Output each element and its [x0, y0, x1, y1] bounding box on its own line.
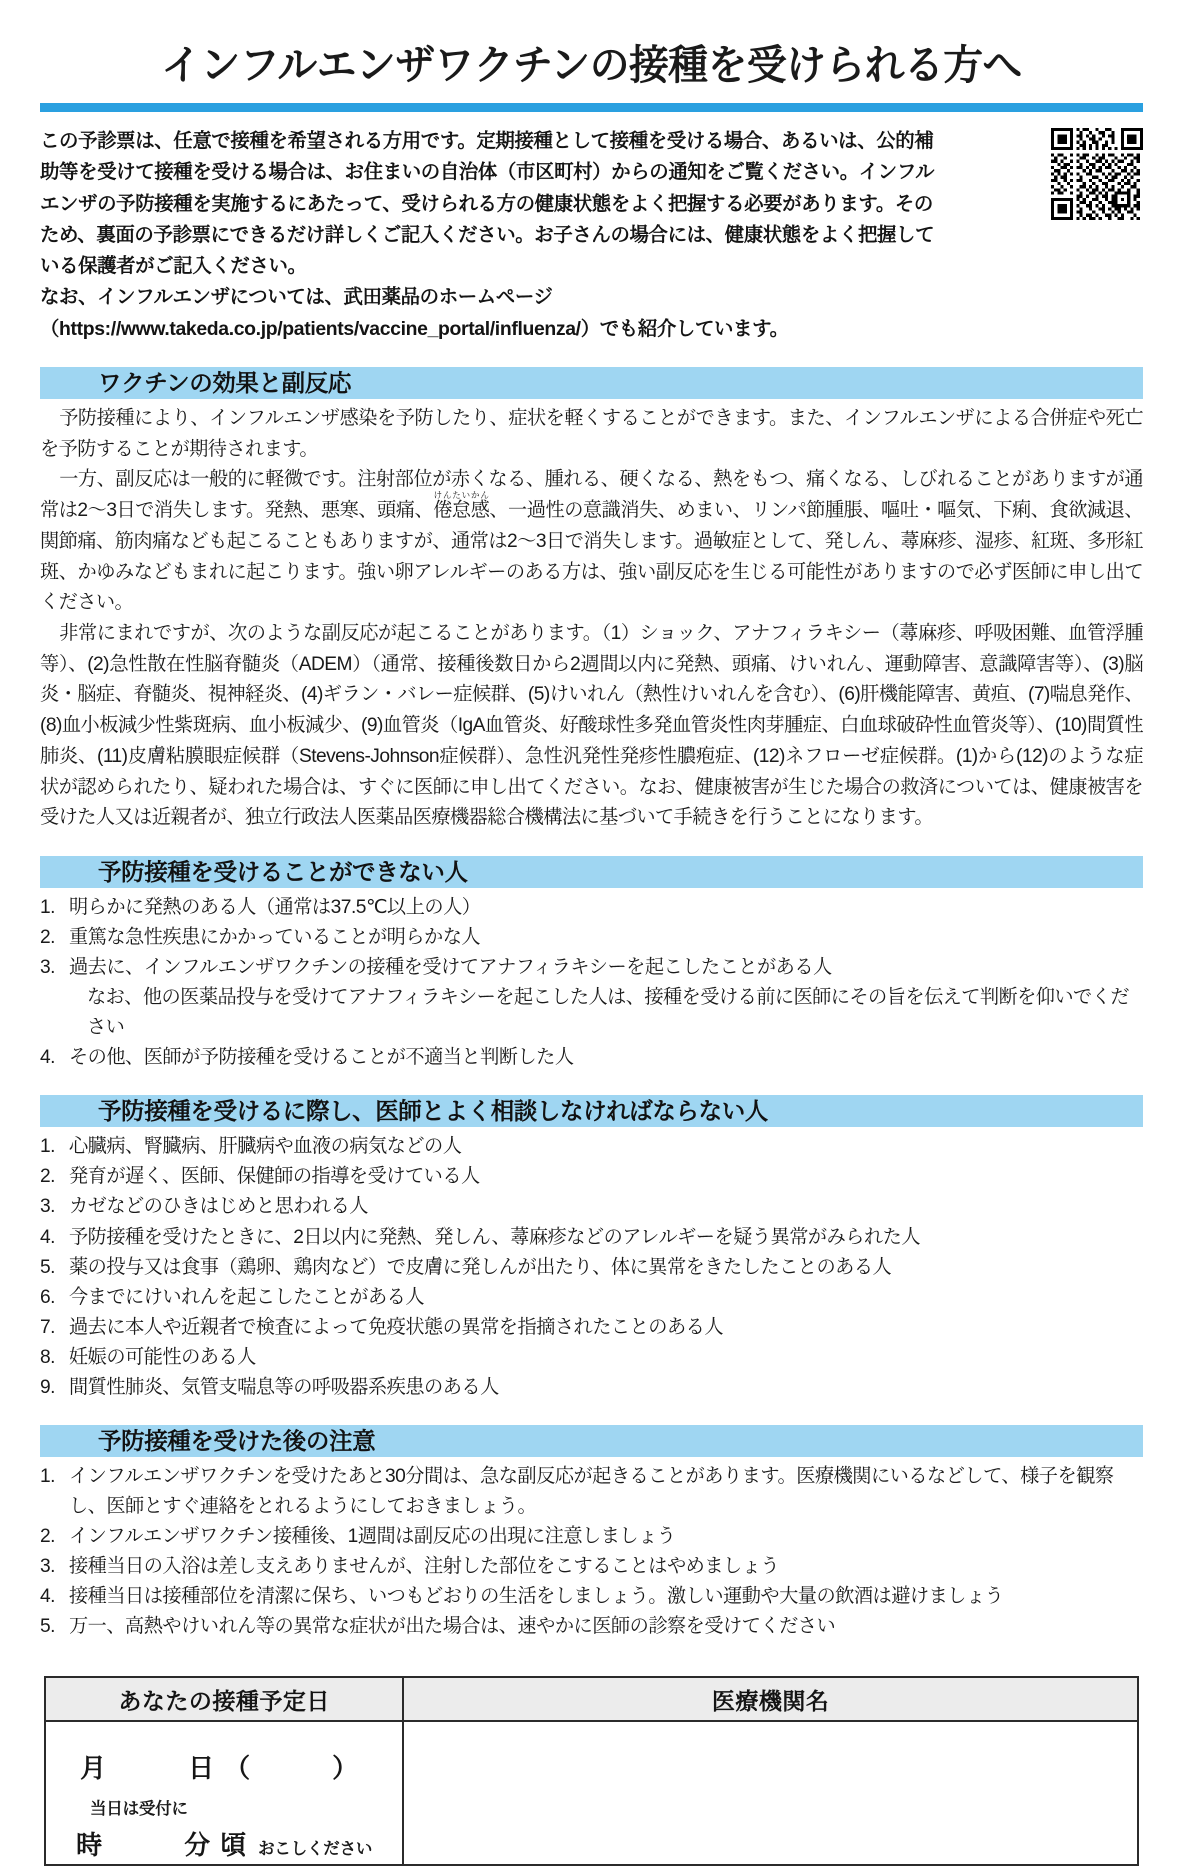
list-text: 万一、高熱やけいれん等の異常な症状が出た場合は、速やかに医師の診察を受けてください — [69, 1616, 836, 1638]
section-swatch — [40, 367, 98, 399]
list-item — [40, 953, 1143, 1043]
section-swatch — [40, 856, 98, 888]
title-block — [0, 0, 1183, 89]
list-number: 2. — [40, 1166, 56, 1188]
list-number: 1. — [40, 897, 56, 919]
list-text: 妊娠の可能性のある人 — [69, 1346, 256, 1368]
ruby-annotation: 倦怠感けんたいかん — [433, 490, 490, 522]
list-text: インフルエンザワクチン接種後、1週間は副反応の出現に注意しましょう — [69, 1525, 676, 1547]
list-item — [40, 1582, 1143, 1612]
time-field-value[interactable]: 時 分頃 — [76, 1830, 257, 1861]
section-title: ワクチンの効果と副反応 — [98, 367, 359, 399]
list-text: 接種当日の入浴は差し支えありませんが、注射した部位をこすることはやめましょう — [69, 1555, 780, 1577]
list-text: 過去に本人や近親者で検査によって免疫状態の異常を指摘されたことのある人 — [69, 1316, 724, 1338]
list-number: 3. — [40, 957, 56, 979]
list-number: 2. — [40, 927, 56, 949]
list-item — [40, 1223, 1143, 1253]
effects-paragraph-2: 一方、副反応は一般的に軽微です。注射部位が赤くなる、腫れる、硬くなる、熱をもつ、痛くなる、しびれることがありますが通常は2〜3日で消失します。発熱、悪寒、頭痛、倦怠感けんたいかん、一過性の意識消失、めまい、リンパ節腫脹、嘔吐・嘔気、下痢、食欲減退、関節痛、筋肉痛なども起こることもありますが、通常は2〜3日で消失します。過敏症として、発しん、蕁麻疹、湿疹、紅斑、多形紅斑、かゆみなどもまれに起こります。強い卵アレルギーのある方は、強い副反応を生じる可能性がありますので必ず医師に申し出てください。 — [40, 469, 1143, 614]
list-text: その他、医師が予防接種を受けることが不適当と判断した人 — [69, 1047, 574, 1069]
list-text: 過去に、インフルエンザワクチンの接種を受けてアナフィラキシーを起こしたことがある人 — [69, 957, 832, 979]
list-subnote: なお、他の医薬品投与を受けてアナフィラキシーを起こした人は、接種を受ける前に医師にその旨を伝えて判断を仰いでください — [87, 987, 1129, 1039]
list-text: カゼなどのひきはじめと思われる人 — [69, 1196, 368, 1218]
list-item — [40, 1132, 1143, 1162]
column-header-date: あなたの接種予定日 — [45, 1677, 403, 1721]
list-text: 今までにけいれんを起こしたことがある人 — [69, 1286, 425, 1308]
intro-text — [40, 126, 945, 345]
qr-code-icon — [1051, 128, 1143, 220]
section-after-care — [40, 1425, 1143, 1642]
list-item — [40, 1313, 1143, 1343]
list-text: インフルエンザワクチンを受けたあと30分間は、急な副反応が起きることがあります。医療機関にいるなどして、様子を観察し、医師とすぐ連絡をとれるようにしておきましょう。 — [69, 1465, 1114, 1517]
intro-paragraph-2: なお、インフルエンザについては、武田薬品のホームページ（https://www.takeda.co.jp/patients/vaccine_portal/influenza/）でも紹介しています。 — [40, 286, 789, 340]
list-text: 発育が遅く、医師、保健師の指導を受けている人 — [69, 1166, 480, 1188]
cannot-receive-list — [40, 893, 1143, 1073]
time-field-suffix: おこしください — [258, 1840, 373, 1859]
list-text: 明らかに発熱のある人（通常は37.5℃以上の人） — [69, 897, 481, 919]
list-number: 3. — [40, 1196, 56, 1218]
intro-block — [40, 126, 1143, 345]
intro-paragraph-1: この予診票は、任意で接種を希望される方用です。定期接種として接種を受ける場合、あるいは、公的補助等を受けて接種を受ける場合は、お住まいの自治体（市区町村）からの通知をご覧ください。インフルエンザの予防接種を実施するにあたって、受けられる方の健康状態をよく把握する必要があります。そのため、裏面の予診票にできるだけ詳しくご記入ください。お子さんの場合には、健康状態をよく把握している保護者がご記入ください。 — [40, 130, 935, 278]
consult-doctor-list — [40, 1132, 1143, 1402]
section-cannot-receive — [40, 856, 1143, 1073]
section-consult-doctor — [40, 1095, 1143, 1402]
time-field-line[interactable] — [46, 1819, 402, 1862]
list-item — [40, 923, 1143, 953]
list-item — [40, 1162, 1143, 1192]
list-text: 接種当日は接種部位を清潔に保ち、いつもどおりの生活をしましょう。激しい運動や大量の飲酒は避けましょう — [69, 1585, 1004, 1607]
list-item — [40, 893, 1143, 923]
list-text: 薬の投与又は食事（鶏卵、鶏肉など）で皮膚に発しんが出たり、体に異常をきたしたことのある人 — [69, 1256, 892, 1278]
list-number: 7. — [40, 1316, 56, 1338]
section-effects — [40, 367, 1143, 834]
section-header-consult-doctor — [40, 1095, 1143, 1127]
list-item — [40, 1043, 1143, 1073]
list-number: 5. — [40, 1616, 56, 1638]
section-header-effects — [40, 367, 1143, 399]
page-title: インフルエンザワクチンの接種を受けられる方へ — [161, 42, 1022, 88]
list-number: 6. — [40, 1286, 56, 1308]
section-swatch — [40, 1425, 98, 1457]
effects-paragraph-3: 非常にまれですが、次のような副反応が起こることがあります。（1）ショック、アナフィラキシー（蕁麻疹、呼吸困難、血管浮腫等）、(2)急性散在性脳脊髄炎（ADEM）（通常、接種後数日から2週間以内に発熱、頭痛、けいれん、運動障害、意識障害等）、(3)脳炎・脳症、脊髄炎、視神経炎、(4)ギラン・バレー症候群、(5)けいれん（熱性けいれんを含む）、(6)肝機能障害、黄疸、(7)喘息発作、(8)血小板減少性紫斑病、血小板減少、(9)血管炎（IgA血管炎、好酸球性多発血管炎性肉芽腫症、白血球破砕性血管炎等）、(10)間質性肺炎、(11)皮膚粘膜眼症候群（Stevens-Johnson症候群）、急性汎発性発疹性膿疱症、(12)ネフローゼ症候群。(1)から(12)のような症状が認められたり、疑われた場合は、すぐに医師に申し出てください。なお、健康被害が生じた場合の救済については、健康被害を受けた人又は近親者が、独立行政法人医薬品医療機器総合機構法に基づいて手続きを行うことになります。 — [40, 623, 1143, 829]
list-number: 3. — [40, 1555, 56, 1577]
list-text: 予防接種を受けたときに、2日以内に発熱、発しん、蕁麻疹などのアレルギーを疑う異常がみられた人 — [69, 1226, 921, 1248]
title-divider — [40, 103, 1143, 112]
list-item — [40, 1552, 1143, 1582]
list-item — [40, 1283, 1143, 1313]
section-header-cannot-receive — [40, 856, 1143, 888]
reception-note: 当日は受付に — [90, 1800, 188, 1819]
list-item — [40, 1192, 1143, 1222]
list-number: 5. — [40, 1256, 56, 1278]
appointment-table — [44, 1676, 1139, 1866]
list-item — [40, 1612, 1143, 1642]
after-care-list — [40, 1462, 1143, 1642]
clinic-name-cell[interactable] — [403, 1721, 1138, 1865]
list-item — [40, 1522, 1143, 1552]
appointment-date-cell[interactable] — [45, 1721, 403, 1865]
column-header-clinic: 医療機関名 — [403, 1677, 1138, 1721]
list-number: 2. — [40, 1525, 56, 1547]
section-header-after-care — [40, 1425, 1143, 1457]
list-number: 1. — [40, 1465, 56, 1487]
list-item — [40, 1373, 1143, 1403]
list-number: 4. — [40, 1226, 56, 1248]
list-number: 9. — [40, 1376, 56, 1398]
section-swatch — [40, 1095, 98, 1127]
list-text: 間質性肺炎、気管支喘息等の呼吸器系疾患のある人 — [69, 1376, 499, 1398]
list-text: 心臓病、腎臓病、肝臓病や血液の病気などの人 — [69, 1136, 462, 1158]
table-row — [45, 1721, 1138, 1865]
section-title: 予防接種を受けた後の注意 — [98, 1425, 383, 1457]
date-field-line[interactable]: 月 日（ ） — [80, 1753, 369, 1784]
list-number: 1. — [40, 1136, 56, 1158]
section-title: 予防接種を受けるに際し、医師とよく相談しなければならない人 — [98, 1095, 776, 1127]
list-item — [40, 1343, 1143, 1373]
list-item — [40, 1462, 1143, 1522]
list-item — [40, 1253, 1143, 1283]
list-number: 4. — [40, 1047, 56, 1069]
list-text: 重篤な急性疾患にかかっていることが明らかな人 — [69, 927, 481, 949]
list-number: 8. — [40, 1346, 56, 1368]
list-number: 4. — [40, 1585, 56, 1607]
table-header-row — [45, 1677, 1138, 1721]
section-title: 予防接種を受けることができない人 — [98, 856, 476, 888]
effects-paragraph-1: 予防接種により、インフルエンザ感染を予防したり、症状を軽くすることができます。また、インフルエンザによる合併症や死亡を予防することが期待されます。 — [40, 407, 1143, 460]
